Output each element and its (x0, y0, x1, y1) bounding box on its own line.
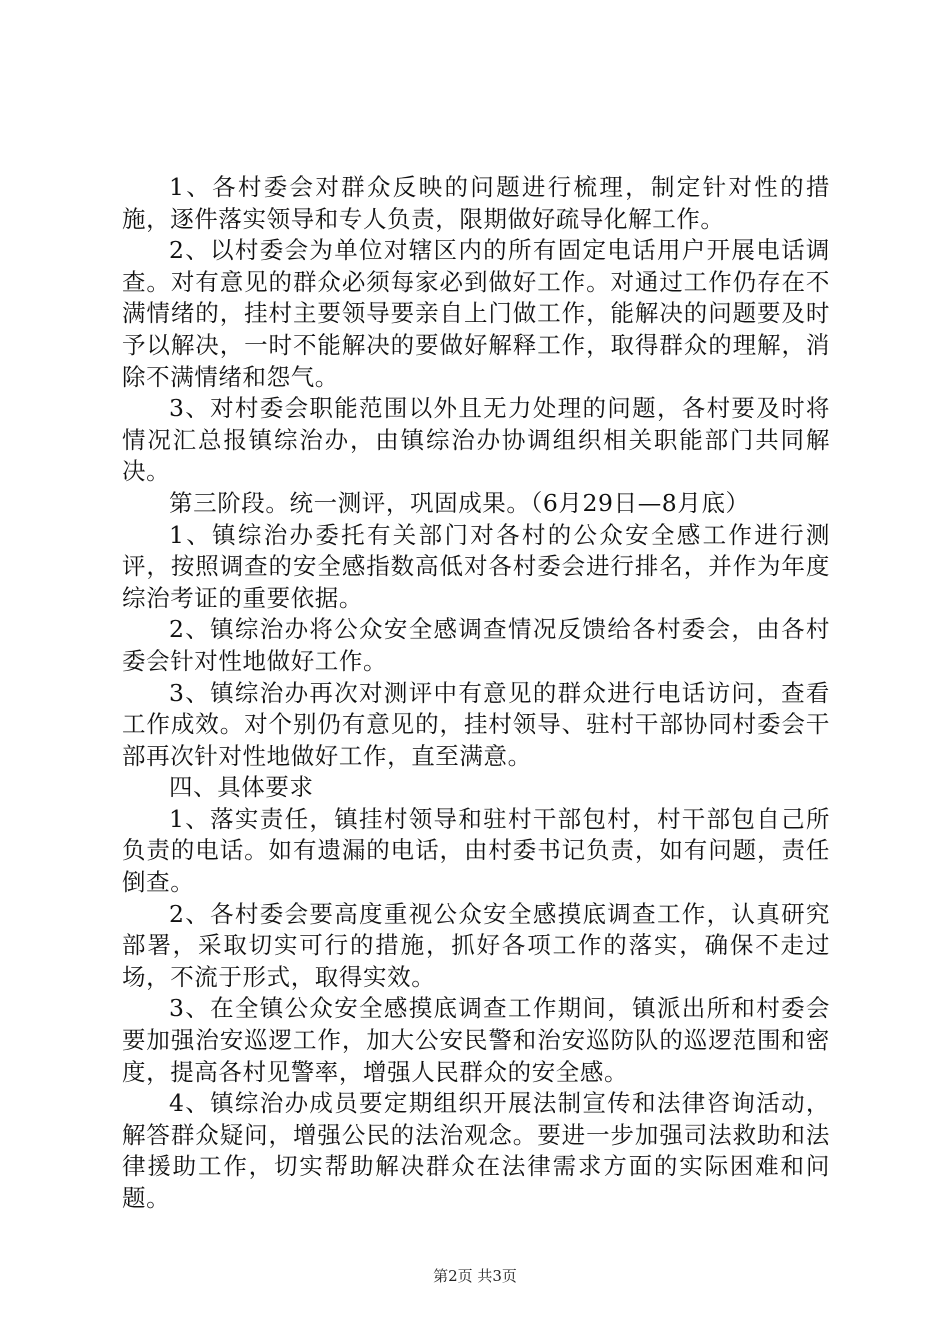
paragraph-1: 1、各村委会对群众反映的问题进行梳理，制定针对性的措施，逐件落实领导和专人负责，限期做好疏导化解工作。 (122, 173, 830, 233)
paragraph-4: 1、镇综治办委托有关部门对各村的公众安全感工作进行测评，按照调查的安全感指数高低对各村委会进行排名，并作为年度综治考证的重要依据。 (122, 520, 830, 612)
paragraph-10: 4、镇综治办成员要定期组织开展法制宣传和法律咨询活动，解答群众疑问，增强公民的法治观念。要进一步加强司法救助和法律援助工作，切实帮助解决群众在法律需求方面的实际困难和问题。 (122, 1089, 830, 1212)
paragraph-7: 1、落实责任，镇挂村领导和驻村干部包村，村干部包自己所负责的电话。如有遗漏的电话，由村委书记负责，如有问题，责任倒查。 (122, 804, 830, 897)
section-heading-requirements: 四、具体要求 (169, 773, 314, 802)
section-heading-stage-three: 第三阶段。统一测评，巩固成果。（6月29日—8月底） (169, 488, 750, 517)
paragraph-3: 3、对村委会职能范围以外且无力处理的问题，各村要及时将情况汇总报镇综治办，由镇综治办协调组织相关职能部门共同解决。 (122, 394, 830, 486)
paragraph-5: 2、镇综治办将公众安全感调查情况反馈给各村委会，由各村委会针对性地做好工作。 (122, 615, 830, 675)
paragraph-6: 3、镇综治办再次对测评中有意见的群众进行电话访问，查看工作成效。对个别仍有意见的，挂村领导、驻村干部协同村委会干部再次针对性地做好工作，直至满意。 (122, 678, 830, 770)
paragraph-8: 2、各村委会要高度重视公众安全感摸底调查工作，认真研究部署，采取切实可行的措施，抓好各项工作的落实，确保不走过场，不流于形式，取得实效。 (122, 899, 830, 991)
paragraph-2: 2、以村委会为单位对辖区内的所有固定电话用户开展电话调查。对有意见的群众必须每家必到做好工作。对通过工作仍存在不满情绪的，挂村主要领导要亲自上门做工作，能解决的问题要及时予以解决，一时不能解决的要做好解释工作，取得群众的理解，消除不满情绪和怨气。 (122, 236, 830, 391)
paragraph-9: 3、在全镇公众安全感摸底调查工作期间，镇派出所和村委会要加强治安巡逻工作，加大公安民警和治安巡防队的巡逻范围和密度，提高各村见警率，增强人民群众的安全感。 (122, 994, 830, 1086)
document-body (122, 172, 830, 1215)
page-number-footer: 第2页 共3页 (433, 1267, 517, 1285)
